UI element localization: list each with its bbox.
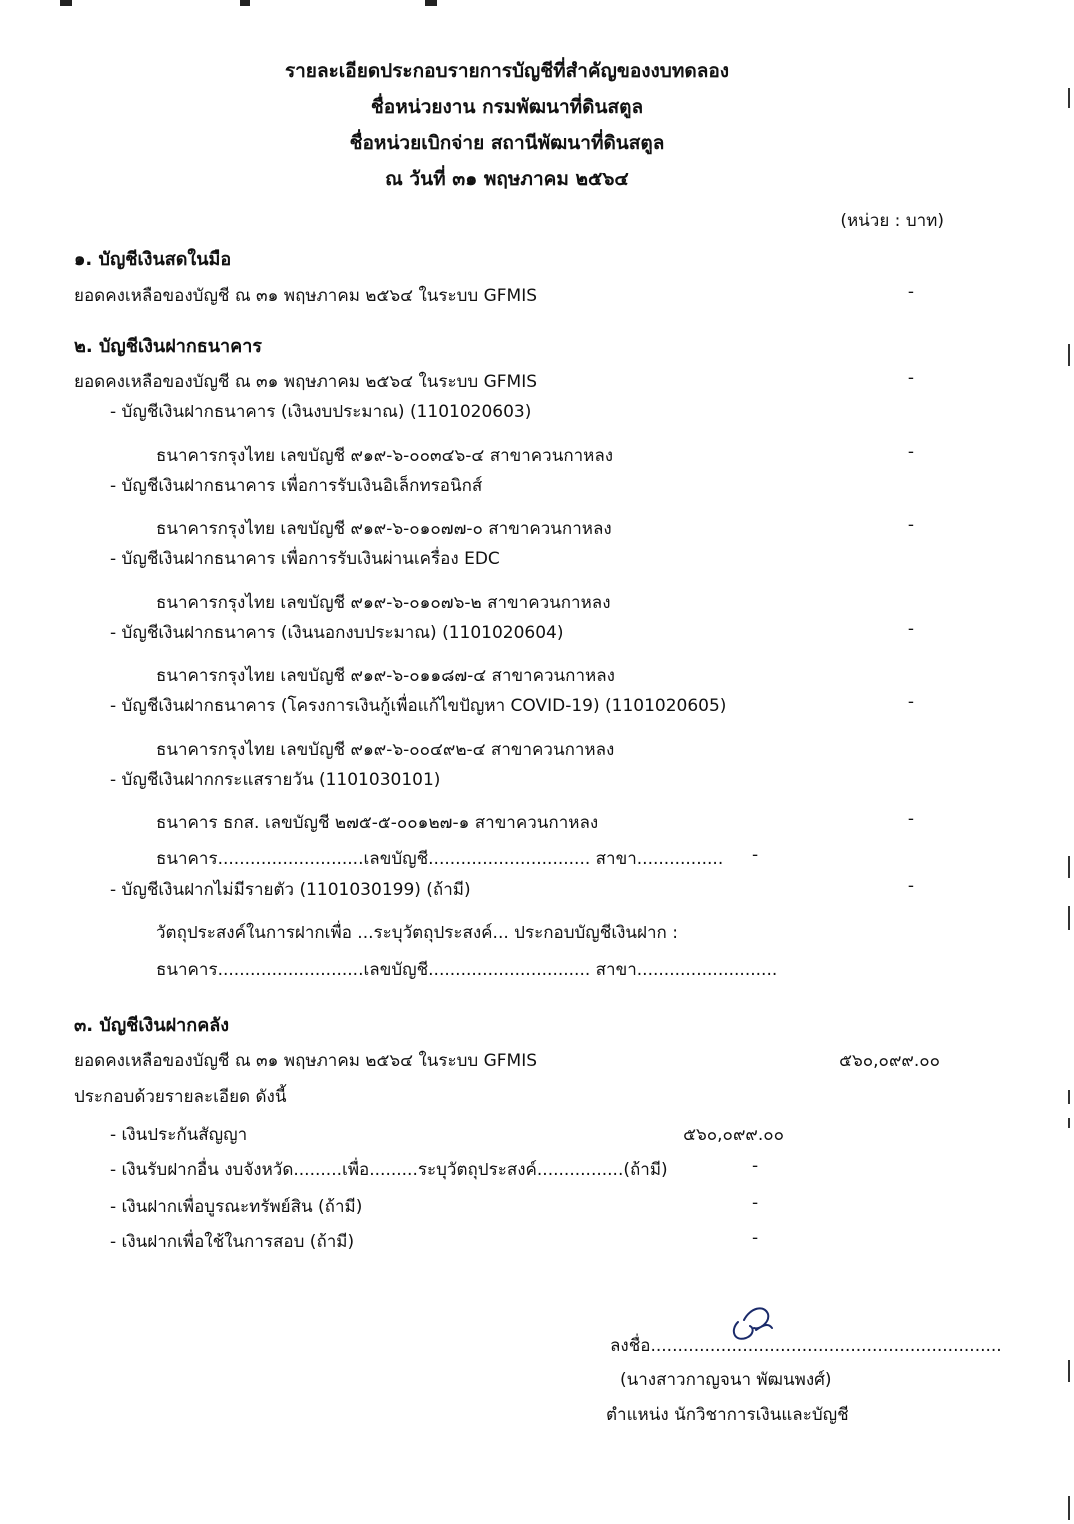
treasury-item-value: ๕๖๐,๐๙๙.๐๐ [683, 1125, 784, 1145]
treasury-item-label: - เงินฝากเพื่อใช้ในการสอบ (ถ้ามี) [110, 1232, 355, 1252]
bank-account-detail: ธนาคารกรุงไทย เลขบัญชี ๙๑๙-๖-๐๐๓๔๖-๔ สาขาควนกาหลง [156, 446, 614, 466]
bank-account-label: - บัญชีเงินฝากธนาคาร เพื่อการรับเงินอิเล็กทรอนิกส์ [110, 476, 483, 496]
section-2-balance-label: ยอดคงเหลือของบัญชี ณ ๓๑ พฤษภาคม ๒๕๖๔ ในระบบ GFMIS [74, 372, 538, 392]
report-date: ณ วันที่ ๓๑ พฤษภาคม ๒๕๖๔ [385, 168, 629, 190]
signature-line: ลงชื่อ................................................................. [610, 1336, 1002, 1356]
scan-edge-mark [1068, 1496, 1070, 1520]
current-account-bank-1-value: - [907, 809, 914, 829]
scan-edge-mark [1068, 856, 1070, 878]
unidentified-account-value: - [907, 876, 914, 896]
current-account-bank-1: ธนาคาร ธกส. เลขบัญชี ๒๗๕-๕-๐๐๑๒๗-๑ สาขาควนกาหลง [156, 813, 599, 833]
bank-account-label: - บัญชีเงินฝากธนาคาร (โครงการเงินกู้เพื่อแก้ไขปัญหา COVID-19) (1101020605) [110, 696, 727, 716]
bank-account-value: - [907, 692, 914, 712]
treasury-item-label: - เงินรับฝากอื่น งบจังหวัด.........เพื่อ.........ระบุวัตถุประสงค์................(ถ้ามี) [110, 1160, 668, 1180]
bank-account-label: - บัญชีเงินฝากธนาคาร (เงินงบประมาณ) (1101020603) [110, 402, 532, 422]
scan-edge-mark [1068, 1090, 1070, 1104]
treasury-item-value: - [752, 1156, 759, 1176]
bank-account-detail: ธนาคารกรุงไทย เลขบัญชี ๙๑๙-๖-๐๐๔๙๒-๔ สาขาควนกาหลง [156, 740, 615, 760]
disbursing-unit-name: ชื่อหน่วยเบิกจ่าย สถานีพัฒนาที่ดินสตูล [349, 132, 665, 154]
scan-edge-mark [1068, 1118, 1070, 1128]
bank-account-detail: ธนาคารกรุงไทย เลขบัญชี ๙๑๙-๖-๐๑๐๗๖-๒ สาขาควนกาหลง [156, 593, 611, 613]
scan-edge-mark [1068, 1360, 1070, 1382]
scan-edge-mark [1068, 88, 1070, 108]
document-title: รายละเอียดประกอบรายการบัญชีที่สำคัญของงบทดลอง [284, 60, 730, 82]
treasury-item-value: - [752, 1193, 759, 1213]
bank-account-detail: ธนาคารกรุงไทย เลขบัญชี ๙๑๙-๖-๐๑๐๗๗-๐ สาขาควนกาหลง [156, 519, 612, 539]
bank-account-label: - บัญชีเงินฝากธนาคาร (เงินนอกงบประมาณ) (1101020604) [110, 623, 564, 643]
scan-edge-mark [240, 0, 250, 6]
treasury-item-value: - [752, 1228, 759, 1248]
agency-name: ชื่อหน่วยงาน กรมพัฒนาที่ดินสตูล [370, 96, 644, 118]
scan-edge-mark [60, 0, 72, 6]
bank-account-value: - [907, 515, 914, 535]
bank-account-value: - [907, 442, 914, 462]
section-1-balance-value: - [907, 282, 914, 302]
unit-label: (หน่วย : บาท) [840, 211, 944, 231]
section-3-title: ๓. บัญชีเงินฝากคลัง [74, 1015, 230, 1036]
section-1-balance-label: ยอดคงเหลือของบัญชี ณ ๓๑ พฤษภาคม ๒๕๖๔ ในระบบ GFMIS [74, 286, 538, 306]
bank-account-detail: ธนาคารกรุงไทย เลขบัญชี ๙๑๙-๖-๐๑๑๘๗-๔ สาขาควนกาหลง [156, 666, 615, 686]
scan-edge-mark [1068, 906, 1070, 930]
unidentified-account-purpose: วัตถุประสงค์ในการฝากเพื่อ ...ระบุวัตถุประสงค์... ประกอบบัญชีเงินฝาก : [156, 923, 678, 943]
section-2-title: ๒. บัญชีเงินฝากธนาคาร [74, 336, 262, 357]
section-3-balance-value: ๕๖๐,๐๙๙.๐๐ [839, 1051, 940, 1071]
unidentified-account-label: - บัญชีเงินฝากไม่มีรายตัว (1101030199) (ถ้ามี) [110, 880, 471, 900]
signer-name: (นางสาวกาญจนา พัฒนพงศ์) [620, 1370, 832, 1390]
current-account-label: - บัญชีเงินฝากกระแสรายวัน (1101030101) [110, 770, 441, 790]
current-account-bank-2: ธนาคาร...........................เลขบัญชี.............................. สาขา................ [156, 849, 724, 869]
unidentified-account-bank: ธนาคาร...........................เลขบัญชี.............................. สาขา.......................... [156, 960, 778, 980]
signer-position: ตำแหน่ง นักวิชาการเงินและบัญชี [606, 1405, 849, 1425]
treasury-item-label: - เงินฝากเพื่อบูรณะทรัพย์สิน (ถ้ามี) [110, 1197, 363, 1217]
scan-edge-mark [425, 0, 437, 6]
section-2-balance-value: - [907, 368, 914, 388]
treasury-item-label: - เงินประกันสัญญา [110, 1125, 248, 1145]
current-account-bank-2-value: - [752, 845, 759, 865]
section-3-balance-label: ยอดคงเหลือของบัญชี ณ ๓๑ พฤษภาคม ๒๕๖๔ ในระบบ GFMIS [74, 1051, 538, 1071]
section-3-detail-label: ประกอบด้วยรายละเอียด ดังนี้ [74, 1087, 287, 1107]
bank-account-value: - [907, 619, 914, 639]
section-1-title: ๑. บัญชีเงินสดในมือ [74, 249, 232, 270]
scan-edge-mark [1068, 344, 1070, 366]
bank-account-label: - บัญชีเงินฝากธนาคาร เพื่อการรับเงินผ่านเครื่อง EDC [110, 549, 500, 569]
